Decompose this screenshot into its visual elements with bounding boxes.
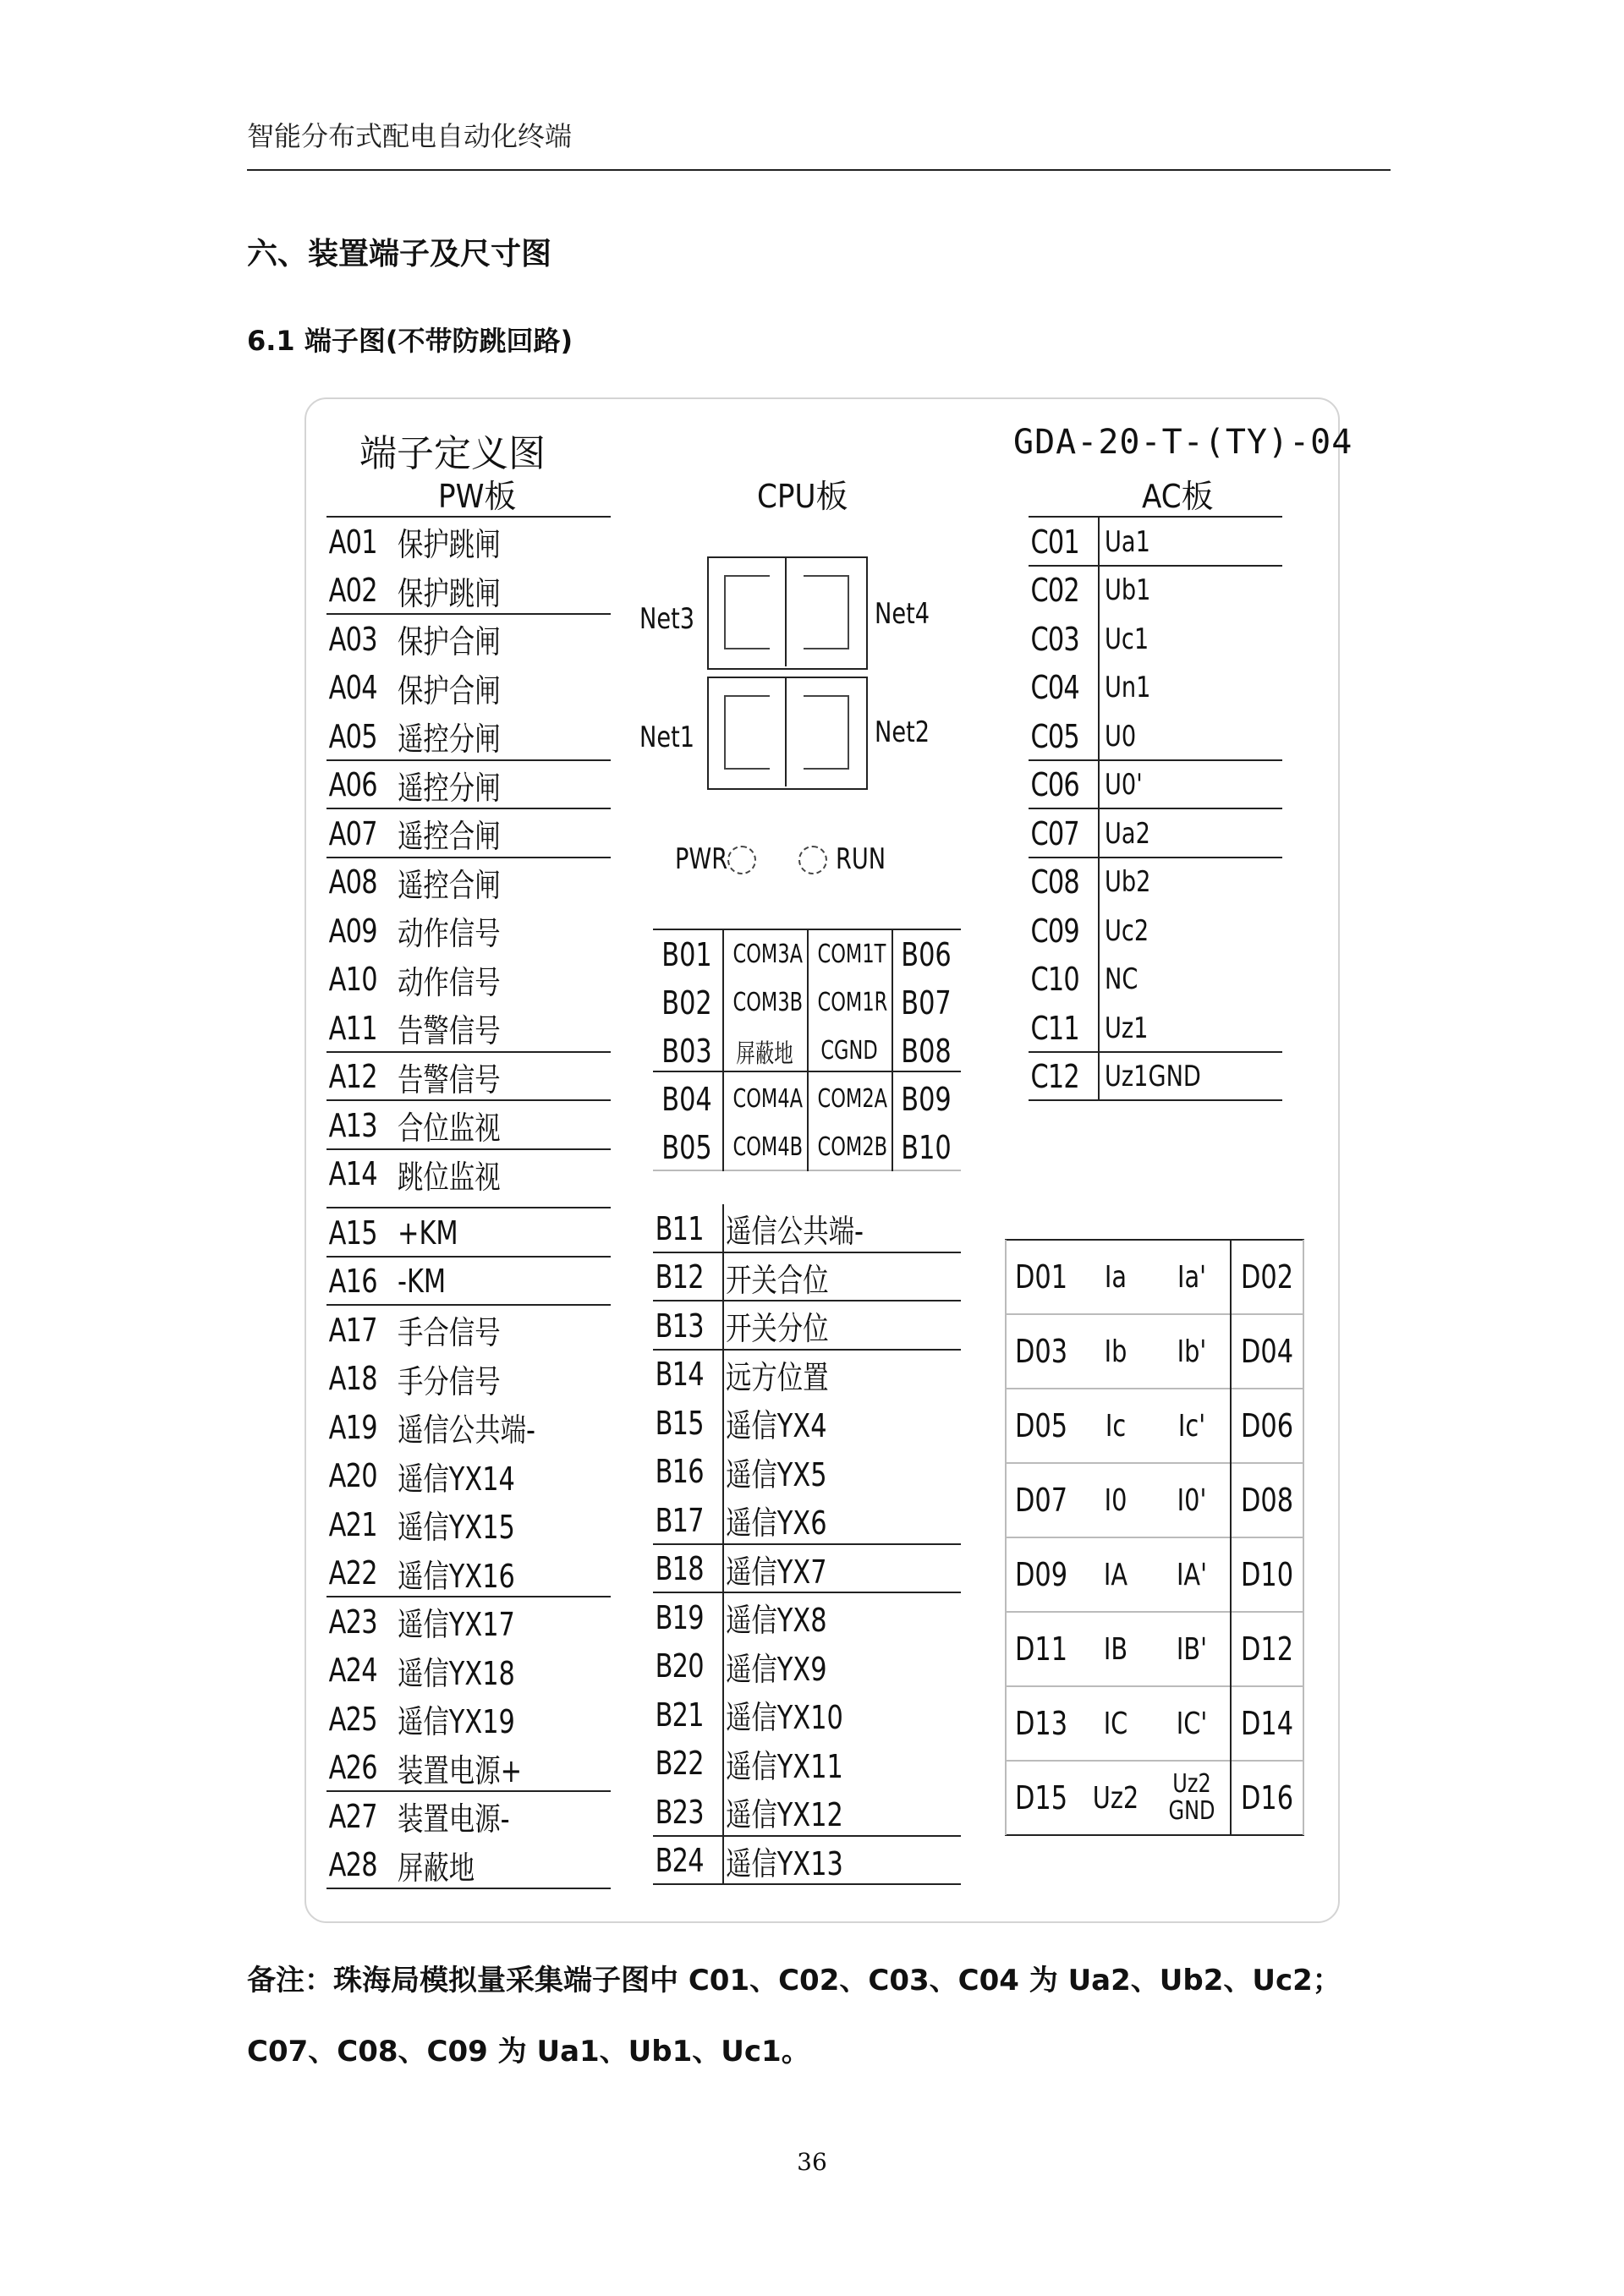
row-rule [1029, 516, 1282, 518]
row-rule [1005, 1760, 1304, 1762]
terminal-label: 遥控分闸 [398, 721, 501, 758]
row-rule [1005, 1537, 1304, 1538]
d-cell: Ib' [1177, 1334, 1207, 1369]
terminal-label: 保护合闸 [398, 623, 501, 660]
terminal-code: A05 [328, 717, 377, 755]
terminal-code: B22 [655, 1745, 704, 1782]
pw-terminal-row [326, 1403, 611, 1451]
terminal-code: A09 [328, 912, 377, 950]
d-cell: D14 [1240, 1705, 1294, 1742]
terminal-code: A27 [328, 1797, 377, 1835]
running-header: 智能分布式配电自动化终端 [247, 120, 573, 152]
pw-terminal-row [326, 615, 611, 663]
terminal-code: A06 [328, 766, 377, 803]
col-rule [807, 930, 809, 1171]
terminal-label: Uc2 [1105, 913, 1149, 948]
terminal-label: 遥信YX16 [398, 1557, 515, 1595]
pw-terminal-row [326, 809, 611, 858]
row-rule [653, 1543, 961, 1545]
pw-terminal-row [326, 1744, 611, 1792]
b-comm-cell: COM3A [732, 940, 804, 969]
pw-terminal-row [326, 712, 611, 760]
pw-terminal-row [326, 1500, 611, 1548]
d-cell: D07 [1014, 1482, 1068, 1519]
net2-port-icon [804, 695, 849, 770]
terminal-label: 告警信号 [398, 1060, 501, 1099]
d-cell: IC [1103, 1706, 1128, 1741]
terminal-label: 遥信公共端- [726, 1213, 864, 1250]
pw-terminal-row [326, 1647, 611, 1695]
terminal-code: C06 [1030, 766, 1079, 803]
col-rule [1230, 1240, 1232, 1835]
terminal-label: U0' [1105, 768, 1143, 802]
terminal-label: Ua2 [1105, 816, 1150, 851]
terminal-label: 远方位置 [726, 1358, 829, 1396]
terminal-code: A28 [328, 1846, 377, 1883]
terminal-label: Ub1 [1105, 573, 1151, 607]
b-signal-row [653, 1351, 961, 1399]
row-rule [1029, 857, 1282, 858]
terminal-code: C02 [1030, 572, 1079, 609]
b-signal-row [653, 1837, 961, 1885]
terminal-code: A04 [328, 669, 377, 706]
b-comm-cell: B08 [901, 1032, 952, 1070]
d-cell-line: Uz2 [1172, 1769, 1211, 1799]
b-comm-cell: COM2B [817, 1132, 888, 1162]
ac-terminal-row [1029, 1004, 1282, 1052]
d-current-row [1005, 1686, 1304, 1761]
pw-board-heading: PW板 [438, 478, 517, 515]
terminal-code: B21 [655, 1696, 704, 1734]
b-comm-cell: B03 [661, 1032, 712, 1070]
row-rule [326, 1596, 611, 1597]
terminal-label: +KM [398, 1214, 458, 1252]
row-rule [326, 1790, 611, 1792]
d-cell: Ia [1104, 1259, 1127, 1295]
terminal-label: 遥信YX17 [398, 1606, 515, 1643]
b-signal-row [653, 1593, 961, 1641]
terminal-label: 遥控分闸 [398, 769, 501, 807]
d-current-row [1005, 1612, 1304, 1686]
terminal-label: 遥信YX8 [726, 1602, 827, 1639]
b-signal-row [653, 1788, 961, 1836]
d-cell: D04 [1240, 1333, 1294, 1370]
terminal-label: 遥信YX19 [398, 1703, 515, 1740]
row-rule [1005, 1611, 1304, 1613]
pw-terminal-row [326, 664, 611, 712]
col-rule [722, 930, 724, 1171]
d-cell: I0' [1177, 1482, 1207, 1518]
pw-terminal-row [326, 1597, 611, 1646]
terminal-label: Uz1 [1105, 1011, 1149, 1045]
row-rule [326, 808, 611, 809]
pw-terminal-row [326, 1306, 611, 1354]
d-cell: Ib [1104, 1334, 1127, 1369]
row-rule [326, 613, 611, 615]
d-cell: D12 [1240, 1630, 1294, 1668]
row-rule [326, 759, 611, 761]
terminal-code: A13 [328, 1106, 377, 1144]
b-signal-row [653, 1740, 961, 1788]
row-rule [326, 1256, 611, 1258]
d-cell: D06 [1240, 1407, 1294, 1444]
pwr-led-icon [727, 846, 756, 874]
terminal-code: B24 [655, 1842, 704, 1879]
section-title: 六、装置端子及尺寸图 [247, 237, 552, 271]
b-signal-row [653, 1642, 961, 1690]
terminal-code: A19 [328, 1408, 377, 1446]
row-rule [653, 1349, 961, 1351]
d-cell: D05 [1014, 1407, 1068, 1444]
terminal-code: A22 [328, 1554, 377, 1592]
b-signal-row [653, 1496, 961, 1544]
d-cell: D13 [1014, 1705, 1068, 1742]
terminal-code: B13 [655, 1307, 704, 1345]
terminal-code: A10 [328, 961, 377, 998]
port-divider [785, 677, 787, 786]
terminal-code: C01 [1030, 523, 1079, 561]
terminal-code: A15 [328, 1214, 377, 1252]
terminal-code: C11 [1030, 1009, 1079, 1047]
diagram-title: 端子定义图 [359, 432, 546, 475]
terminal-label: Un1 [1105, 671, 1151, 704]
row-rule [1029, 759, 1282, 761]
terminal-code: A03 [328, 620, 377, 658]
pw-terminal-row [326, 907, 611, 955]
terminal-label: 遥信YX5 [726, 1455, 827, 1493]
terminal-label: 遥信YX14 [398, 1460, 515, 1498]
row-rule [1005, 1685, 1304, 1687]
terminal-code: A16 [328, 1263, 377, 1300]
terminal-label: 遥信YX12 [726, 1796, 843, 1833]
terminal-code: B15 [655, 1404, 704, 1442]
terminal-code: C04 [1030, 669, 1079, 706]
d-cell: IA' [1176, 1557, 1208, 1592]
row-rule [326, 1148, 611, 1150]
b-comm-cell: CGND [820, 1036, 878, 1066]
b-comm-cell: COM1R [817, 988, 888, 1017]
d-current-row [1005, 1537, 1304, 1612]
terminal-label: 遥信YX13 [726, 1844, 843, 1882]
terminal-label: 保护合闸 [398, 671, 501, 710]
ac-terminal-row [1029, 1053, 1282, 1101]
pw-terminal-row [326, 1355, 611, 1403]
terminal-code: A01 [328, 523, 377, 561]
terminal-label: 动作信号 [398, 915, 501, 952]
b-signal-row [653, 1448, 961, 1496]
row-rule [326, 1051, 611, 1053]
d-cell: Ic' [1177, 1408, 1206, 1444]
terminal-code: A08 [328, 863, 377, 901]
b-comm-cell: COM1T [817, 940, 886, 969]
terminal-label: 遥信公共端- [398, 1411, 535, 1449]
row-rule [653, 1252, 961, 1253]
d-current-row [1005, 1761, 1304, 1835]
b-comm-cell: B10 [901, 1128, 952, 1166]
col-rule [1005, 1240, 1007, 1835]
terminal-label: Ua1 [1105, 524, 1150, 559]
terminal-label: 遥信YX15 [398, 1509, 515, 1546]
terminal-label: 遥信YX9 [726, 1650, 827, 1688]
terminal-code: A21 [328, 1505, 377, 1543]
d-cell: IB' [1176, 1631, 1208, 1667]
terminal-code: A23 [328, 1603, 377, 1641]
terminal-label: 保护跳闸 [398, 574, 501, 612]
row-rule [653, 1883, 961, 1885]
terminal-code: C10 [1030, 961, 1079, 998]
row-rule [1005, 1462, 1304, 1464]
row-rule [326, 1888, 611, 1889]
d-cell: D10 [1240, 1556, 1294, 1593]
run-led-icon [798, 846, 827, 874]
d-cell [1161, 1761, 1222, 1835]
b-signal-row [653, 1690, 961, 1739]
b-signal-row [653, 1545, 961, 1593]
terminal-label: 遥信YX10 [726, 1699, 843, 1736]
terminal-label: 开关分位 [726, 1310, 829, 1347]
row-rule [326, 1207, 611, 1208]
ac-terminal-row [1029, 664, 1282, 712]
run-led-label: RUN [836, 842, 886, 876]
terminal-code: C12 [1030, 1058, 1079, 1095]
terminal-code: A11 [328, 1009, 377, 1047]
terminal-label: U0 [1105, 719, 1137, 753]
row-rule [1005, 1388, 1304, 1389]
pw-terminal-row [326, 1004, 611, 1052]
terminal-label: 跳位监视 [398, 1158, 501, 1196]
d-cell: D11 [1014, 1630, 1068, 1668]
terminal-code: C03 [1030, 620, 1079, 658]
terminal-code: C07 [1030, 814, 1079, 852]
subsection-title: 6.1 端子图(不带防跳回路) [247, 325, 573, 357]
pw-terminal-row [326, 1792, 611, 1840]
d-cell: IC' [1176, 1706, 1208, 1741]
pw-terminal-row [326, 1053, 611, 1101]
terminal-label: 遥信YX4 [726, 1407, 827, 1444]
terminal-label: 遥信YX11 [726, 1747, 843, 1785]
terminal-label: 遥信YX7 [726, 1553, 827, 1591]
col-rule [1098, 518, 1100, 1101]
ac-board-heading: AC板 [1142, 478, 1214, 515]
row-rule [1029, 565, 1282, 567]
d-cell: Ia' [1177, 1259, 1207, 1295]
terminal-label: 装置电源- [398, 1800, 510, 1838]
terminal-label: 合位监视 [398, 1110, 501, 1147]
ac-terminal-row [1029, 858, 1282, 907]
model-number: GDA-20-T-(TY)-04 [1013, 423, 1353, 462]
terminal-code: B17 [655, 1501, 704, 1539]
terminal-label: 开关合位 [726, 1261, 829, 1299]
terminal-code: A17 [328, 1311, 377, 1349]
page-number: 36 [797, 2148, 827, 2176]
net4-port-icon [804, 575, 849, 649]
b-comm-cell: B01 [661, 935, 712, 973]
terminal-label: 遥控合闸 [398, 866, 501, 904]
b-comm-cell: B04 [661, 1080, 712, 1118]
terminal-code: B19 [655, 1598, 704, 1636]
d-cell: D16 [1240, 1779, 1294, 1817]
footnote: 备注：珠海局模拟量采集端子图中 C01、C02、C03、C04 为 Ua2、Ub2、Uc2；C07、C08、C09 为 Ua1、Ub1、Uc1。 [247, 1964, 1341, 2069]
terminal-code: A20 [328, 1457, 377, 1494]
pw-terminal-row [326, 1695, 611, 1743]
pwr-led-label: PWR [675, 842, 728, 876]
b-comm-cell: B06 [901, 935, 952, 973]
row-rule [653, 1300, 961, 1301]
terminal-code: C05 [1030, 717, 1079, 755]
terminal-label: Ub2 [1105, 865, 1151, 899]
d-cell: D09 [1014, 1556, 1068, 1593]
pw-terminal-row [326, 1841, 611, 1889]
terminal-code: A24 [328, 1652, 377, 1689]
b-comm-cell: B09 [901, 1080, 952, 1118]
ac-terminal-row [1029, 761, 1282, 809]
terminal-label: Uz1GND [1105, 1060, 1201, 1093]
ac-terminal-row [1029, 907, 1282, 955]
b-signal-row [653, 1399, 961, 1447]
col-rule [722, 1204, 724, 1885]
terminal-code: B11 [655, 1209, 704, 1247]
ac-terminal-row [1029, 615, 1282, 663]
terminal-code: B20 [655, 1647, 704, 1685]
row-rule [1029, 1099, 1282, 1101]
terminal-code: B12 [655, 1258, 704, 1296]
pw-terminal-row [326, 1150, 611, 1198]
terminal-label: 屏蔽地 [398, 1849, 475, 1887]
terminal-label: NC [1105, 962, 1138, 996]
row-rule [326, 857, 611, 858]
ac-terminal-row [1029, 518, 1282, 566]
b-signal-row [653, 1301, 961, 1350]
pw-terminal-row [326, 858, 611, 907]
row-rule [653, 1835, 961, 1837]
d-cell: Ic [1105, 1408, 1127, 1444]
ac-terminal-row [1029, 567, 1282, 615]
pw-terminal-row [326, 1452, 611, 1500]
terminal-code: A26 [328, 1749, 377, 1786]
d-current-row [1005, 1389, 1304, 1463]
b-comm-cell: COM4B [732, 1132, 804, 1162]
terminal-code: A02 [328, 572, 377, 609]
terminal-label: -KM [398, 1263, 447, 1300]
row-rule [326, 1304, 611, 1306]
cpu-board-heading: CPU板 [757, 478, 848, 515]
row-rule [326, 1099, 611, 1101]
b-comm-cell: COM3B [732, 988, 804, 1017]
d-cell: D01 [1014, 1258, 1068, 1296]
net4-label: Net4 [875, 597, 930, 631]
net3-label: Net3 [639, 602, 695, 636]
terminal-code: B14 [655, 1356, 704, 1393]
terminal-label: 保护跳闸 [398, 526, 501, 563]
b-comm-cell: COM4A [732, 1084, 804, 1114]
pw-terminal-row [326, 567, 611, 615]
terminal-code: B16 [655, 1453, 704, 1490]
b-signal-row [653, 1204, 961, 1252]
pw-terminal-row [326, 1208, 611, 1257]
b-signal-row [653, 1253, 961, 1301]
pw-terminal-row [326, 518, 611, 566]
row-rule [1005, 1239, 1304, 1241]
terminal-code: C09 [1030, 912, 1079, 950]
pw-terminal-row [326, 1101, 611, 1149]
net3-port-icon [724, 575, 770, 649]
row-rule [1029, 1051, 1282, 1053]
row-rule [326, 516, 611, 518]
port-divider [785, 556, 787, 666]
terminal-label: 告警信号 [398, 1012, 501, 1049]
pw-terminal-row [326, 761, 611, 809]
terminal-label: 装置电源+ [398, 1751, 523, 1789]
terminal-code: A18 [328, 1360, 377, 1397]
d-cell: D15 [1014, 1779, 1068, 1817]
net2-label: Net2 [875, 715, 930, 749]
col-rule [892, 930, 893, 1171]
terminal-code: A07 [328, 814, 377, 852]
terminal-label: 手合信号 [398, 1314, 501, 1351]
net1-label: Net1 [639, 721, 695, 754]
pw-terminal-row [326, 1258, 611, 1306]
header-rule [247, 169, 1391, 171]
b-comm-cell: B05 [661, 1128, 712, 1166]
terminal-label: 手分信号 [398, 1362, 501, 1400]
d-current-row [1005, 1240, 1304, 1314]
row-rule [1005, 1834, 1304, 1836]
d-cell: I0 [1104, 1482, 1127, 1518]
net1-port-icon [724, 695, 770, 770]
col-rule [1303, 1240, 1304, 1835]
d-current-row [1005, 1463, 1304, 1537]
d-cell-line: GND [1168, 1796, 1215, 1826]
terminal-label: 遥信YX18 [398, 1654, 515, 1692]
pw-terminal-row [326, 1549, 611, 1597]
terminal-label: Uc1 [1105, 622, 1149, 656]
d-cell: D08 [1240, 1482, 1294, 1519]
b-comm-cell: COM2A [817, 1084, 888, 1114]
row-rule [653, 1592, 961, 1593]
terminal-label: 遥信YX6 [726, 1504, 827, 1542]
row-rule [1005, 1313, 1304, 1315]
d-cell: Uz2 [1092, 1780, 1139, 1816]
ac-terminal-row [1029, 956, 1282, 1004]
row-rule [1029, 808, 1282, 809]
d-cell: D02 [1240, 1258, 1294, 1296]
d-cell: D03 [1014, 1333, 1068, 1370]
b-comm-cell: B07 [901, 984, 952, 1022]
terminal-label: 遥控合闸 [398, 818, 501, 855]
b-comm-cell: 屏蔽地 [736, 1038, 793, 1069]
terminal-code: A12 [328, 1058, 377, 1095]
terminal-code: A14 [328, 1155, 377, 1192]
d-current-row [1005, 1314, 1304, 1389]
d-cell: IA [1103, 1557, 1128, 1592]
ac-terminal-row [1029, 712, 1282, 760]
terminal-code: C08 [1030, 863, 1079, 901]
ac-terminal-row [1029, 809, 1282, 858]
b-comm-cell: B02 [661, 984, 712, 1022]
terminal-code: B23 [655, 1793, 704, 1831]
pw-terminal-row [326, 956, 611, 1004]
terminal-code: B18 [655, 1550, 704, 1587]
terminal-label: 动作信号 [398, 963, 501, 1001]
d-cell: IB [1103, 1631, 1128, 1667]
terminal-code: A25 [328, 1700, 377, 1738]
